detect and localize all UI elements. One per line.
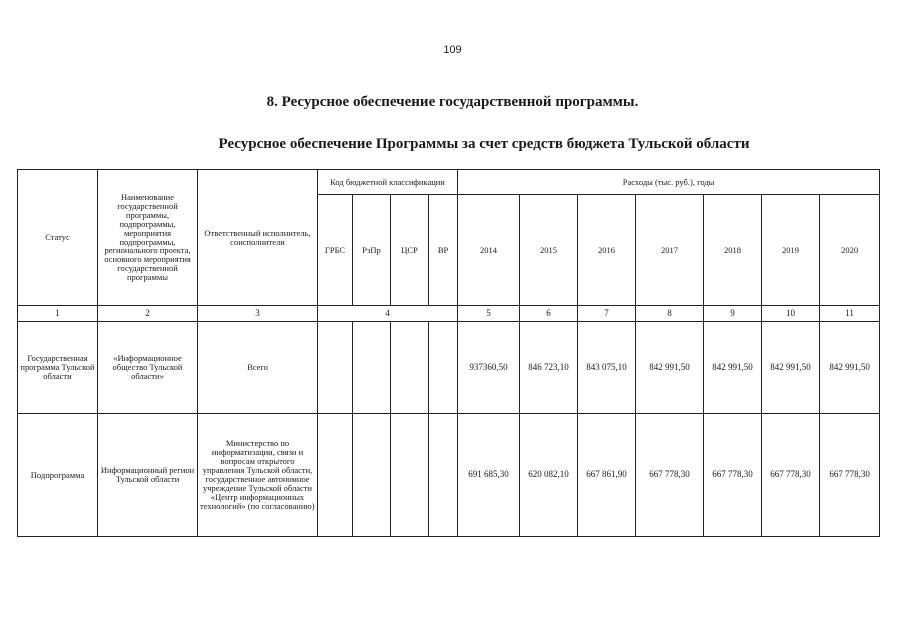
row-status: Государственная программа Тульской области [18, 322, 98, 414]
header-executor: Ответственный исполнитель, соисполнители [198, 170, 318, 306]
row-value: 667 778,30 [820, 414, 880, 537]
header-budget-code: Код бюджетной классификации [318, 170, 458, 195]
column-number: 5 [458, 306, 520, 322]
row-status: Подпрограмма [18, 414, 98, 537]
table-row [18, 414, 880, 537]
column-number: 10 [762, 306, 820, 322]
row-name: «Информационное общество Тульской области» [98, 322, 198, 414]
row-grbs [318, 414, 353, 537]
header-csr: ЦСР [391, 195, 429, 306]
row-vr [429, 414, 458, 537]
header-grbs: ГРБС [318, 195, 353, 306]
column-number-row [18, 306, 880, 322]
row-value: 667 778,30 [762, 414, 820, 537]
section-heading: 8. Ресурсное обеспечение государственной программы. [266, 94, 639, 110]
row-value: 843 075,10 [578, 322, 636, 414]
row-value: 937360,50 [458, 322, 520, 414]
row-csr [391, 322, 429, 414]
row-value: 667 778,30 [704, 414, 762, 537]
column-number: 11 [820, 306, 880, 322]
header-year: 2018 [704, 195, 762, 306]
column-number: 6 [520, 306, 578, 322]
budget-table [17, 169, 880, 537]
column-number: 4 [318, 306, 458, 322]
header-year: 2016 [578, 195, 636, 306]
row-executor: Министерство по информатизации, связи и вопросам открытого управления Тульской области, государственное автономное учреждение Тульской области «Центр информационных технологий» (по согласованию) [198, 414, 318, 537]
header-vr: ВР [429, 195, 458, 306]
header-year: 2015 [520, 195, 578, 306]
row-value: 691 685,30 [458, 414, 520, 537]
column-number: 2 [98, 306, 198, 322]
row-value: 667 778,30 [636, 414, 704, 537]
header-year: 2017 [636, 195, 704, 306]
header-expenses: Расходы (тыс. руб.), годы [458, 170, 880, 195]
page-number: 109 [443, 44, 462, 56]
row-value: 842 991,50 [820, 322, 880, 414]
row-executor: Всего [198, 322, 318, 414]
row-value: 620 082,10 [520, 414, 578, 537]
row-name: Информационный регион Тульской области [98, 414, 198, 537]
header-row-top [18, 170, 880, 195]
column-number: 1 [18, 306, 98, 322]
column-number: 8 [636, 306, 704, 322]
header-name: Наименование государственной программы, подпрограммы, мероприятия подпрограммы, регионального проекта, основного мероприятия государственной программы [98, 170, 198, 306]
header-year: 2014 [458, 195, 520, 306]
row-rzpr [353, 414, 391, 537]
column-number: 9 [704, 306, 762, 322]
row-value: 842 991,50 [704, 322, 762, 414]
sub-heading: Ресурсное обеспечение Программы за счет средств бюджета Тульской области [218, 136, 750, 152]
column-number: 7 [578, 306, 636, 322]
header-rzpr: РзПр [353, 195, 391, 306]
header-year: 2020 [820, 195, 880, 306]
row-grbs [318, 322, 353, 414]
table-row [18, 322, 880, 414]
row-rzpr [353, 322, 391, 414]
row-vr [429, 322, 458, 414]
row-csr [391, 414, 429, 537]
row-value: 667 861,90 [578, 414, 636, 537]
header-year: 2019 [762, 195, 820, 306]
row-value: 846 723,10 [520, 322, 578, 414]
header-status: Статус [18, 170, 98, 306]
row-value: 842 991,50 [636, 322, 704, 414]
row-value: 842 991,50 [762, 322, 820, 414]
column-number: 3 [198, 306, 318, 322]
